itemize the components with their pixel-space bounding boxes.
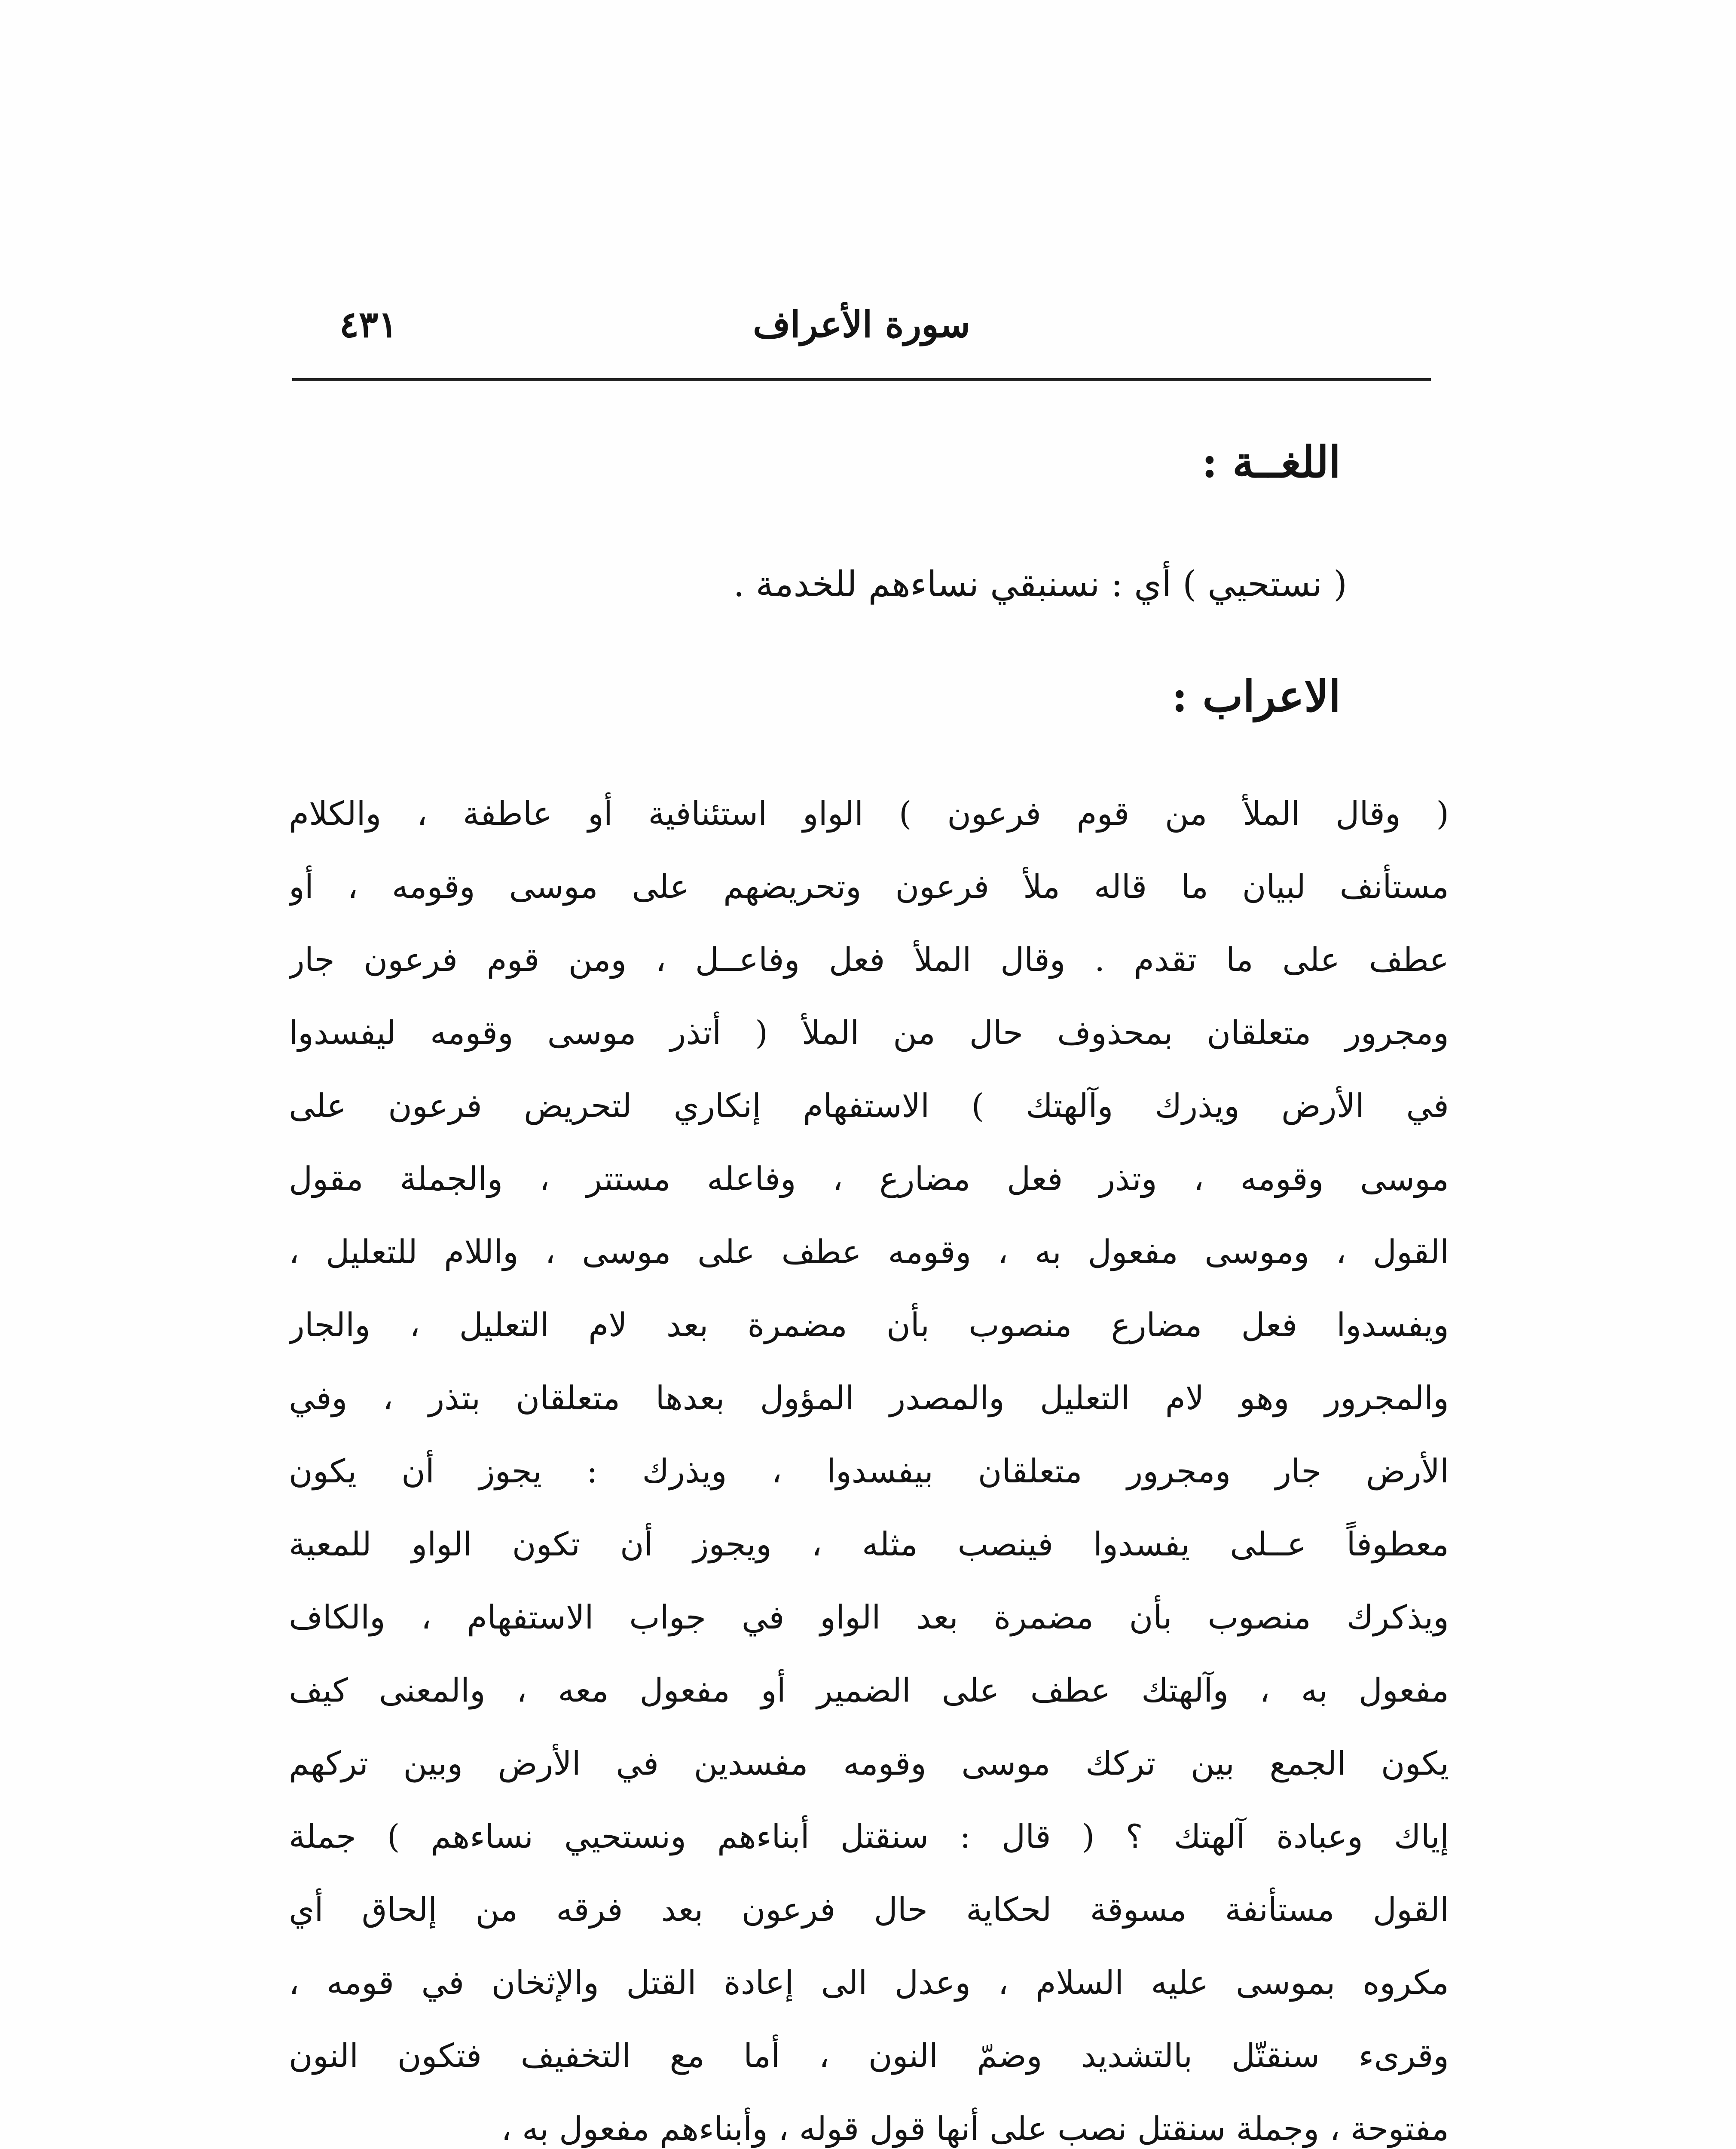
irab-line-15: إياك وعبادة آلهتك ؟ ( قال : سنقتل أبناءهم ونستحيي نساءهم ) جملة xyxy=(289,1817,1449,1855)
irab-line-18: وقرىء سنقتّل بالتشديد وضمّ النون ، أما مع التخفيف فتكون النون xyxy=(289,2036,1449,2075)
irab-line-8: ويفسدوا فعل مضارع منصوب بأن مضمرة بعد لام التعليل ، والجار xyxy=(289,1306,1449,1344)
page-number: ٤٣١ xyxy=(339,303,398,346)
irab-line-5: في الأرض ويذرك وآلهتك ) الاستفهام إنكاري لتحريض فرعون على xyxy=(289,1087,1449,1125)
irab-line-1: ( وقال الملأ من قوم فرعون ) الواو استئنافية أو عاطفة ، والكلام xyxy=(289,794,1449,833)
lugha-definition: ( نستحيي ) أي : نسنبقي نساءهم للخدمة . xyxy=(733,564,1347,605)
irab-line-17: مكروه بموسى عليه السلام ، وعدل الى إعادة القتل والإثخان في قومه ، xyxy=(289,1963,1449,2002)
running-title: سورة الأعراف xyxy=(753,303,970,346)
header-rule xyxy=(292,378,1431,381)
lugha-heading: اللغــة : xyxy=(1201,437,1341,487)
irab-line-3: عطف على ما تقدم . وقال الملأ فعل وفاعــل ، ومن قوم فرعون جار xyxy=(289,940,1449,979)
irab-line-9: والمجرور وهو لام التعليل والمصدر المؤول بعدها متعلقان بتذر ، وفي xyxy=(289,1379,1449,1417)
irab-line-6: موسى وقومه ، وتذر فعل مضارع ، وفاعله مستتر ، والجملة مقول xyxy=(289,1160,1449,1198)
irab-paragraph xyxy=(289,777,1449,2149)
irab-line-14: يكون الجمع بين تركك موسى وقومه مفسدين في الأرض وبين تركهم xyxy=(289,1744,1449,1782)
irab-line-2: مستأنف لبيان ما قاله ملأ فرعون وتحريضهم على موسى وقومه ، أو xyxy=(289,867,1449,906)
irab-line-16: القول مستأنفة مسوقة لحكاية حال فرعون بعد فرقه من إلحاق أي xyxy=(289,1890,1449,1929)
irab-line-11: معطوفاً عــلى يفسدوا فينصب مثله ، ويجوز أن تكون الواو للمعية xyxy=(289,1525,1449,1563)
irab-line-10: الأرض جار ومجرور متعلقان بيفسدوا ، ويذرك : يجوز أن يكون xyxy=(289,1452,1449,1490)
irab-line-12: ويذكرك منصوب بأن مضمرة بعد الواو في جواب الاستفهام ، والكاف xyxy=(289,1598,1449,1636)
irab-line-13: مفعول به ، وآلهتك عطف على الضمير أو مفعول معه ، والمعنى كيف xyxy=(289,1671,1449,1709)
running-header xyxy=(292,292,1431,378)
irab-heading: الاعراب : xyxy=(1171,671,1341,722)
irab-line-19: مفتوحة ، وجملة سنقتل نصب على أنها قول قوله ، وأبناءهم مفعول به ، xyxy=(501,2109,1449,2148)
irab-line-7: القول ، وموسى مفعول به ، وقومه عطف على موسى ، واللام للتعليل ، xyxy=(289,1233,1449,1271)
irab-line-4: ومجرور متعلقان بمحذوف حال من الملأ ( أتذر موسى وقومه ليفسدوا xyxy=(289,1013,1449,1052)
